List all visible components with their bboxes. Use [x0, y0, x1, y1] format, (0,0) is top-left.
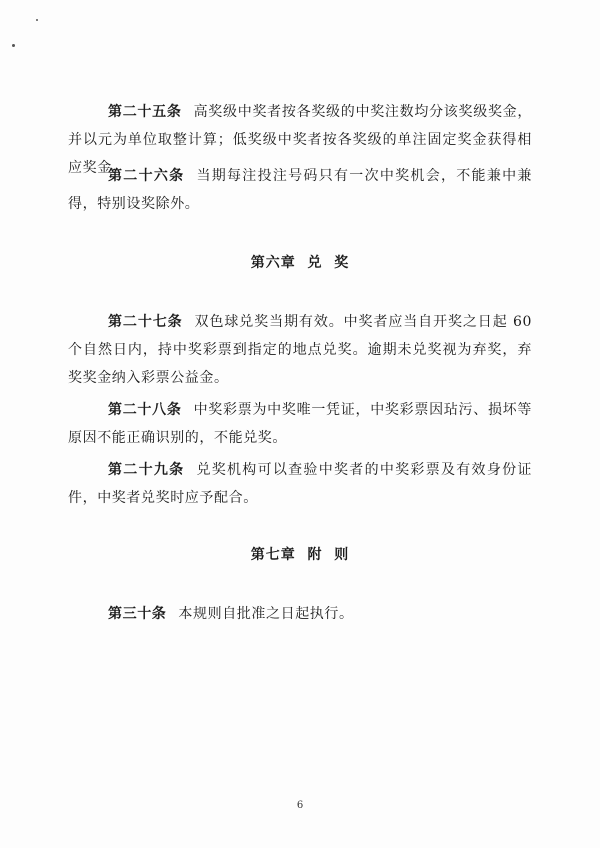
article-30 [68, 600, 532, 628]
article-number: 第二十六条 [108, 168, 185, 184]
chapter-6-title: 第六章 兑 奖 [250, 255, 350, 271]
article-text: 双色球兑奖当期有效。中奖者应当自开奖之日起 60 个自然日内，持中奖彩票到指定的地点兑奖。逾期未兑奖视为弃奖，弃奖奖金纳入彩票公益金。 [68, 314, 532, 386]
article-text: 高奖级中奖者按各奖级的中奖注数均分该奖级奖金，并以元为单位取整计算；低奖级中奖者按各奖级的单注固定奖金获得相应奖金。 [68, 104, 532, 176]
article-26 [68, 162, 532, 218]
article-number: 第二十七条 [108, 314, 183, 330]
article-28 [68, 396, 532, 452]
article-27 [68, 308, 532, 392]
article-number: 第三十条 [108, 606, 167, 622]
article-text: 中奖彩票为中奖唯一凭证，中奖彩票因玷污、损坏等原因不能正确识别的，不能兑奖。 [68, 402, 532, 446]
article-29 [68, 456, 532, 512]
article-text: 本规则自批准之日起执行。 [178, 606, 354, 622]
scan-speck [12, 44, 15, 47]
article-text: 兑奖机构可以查验中奖者的中奖彩票及有效身份证件，中奖者兑奖时应予配合。 [68, 462, 533, 506]
article-number: 第二十五条 [108, 104, 182, 120]
scan-speck [36, 19, 38, 21]
article-number: 第二十八条 [108, 402, 182, 418]
article-text: 当期每注投注号码只有一次中奖机会，不能兼中兼得，特别设奖除外。 [68, 168, 533, 212]
article-number: 第二十九条 [108, 462, 185, 478]
page-number: 6 [296, 800, 304, 811]
chapter-7-title: 第七章 附 则 [250, 547, 350, 563]
